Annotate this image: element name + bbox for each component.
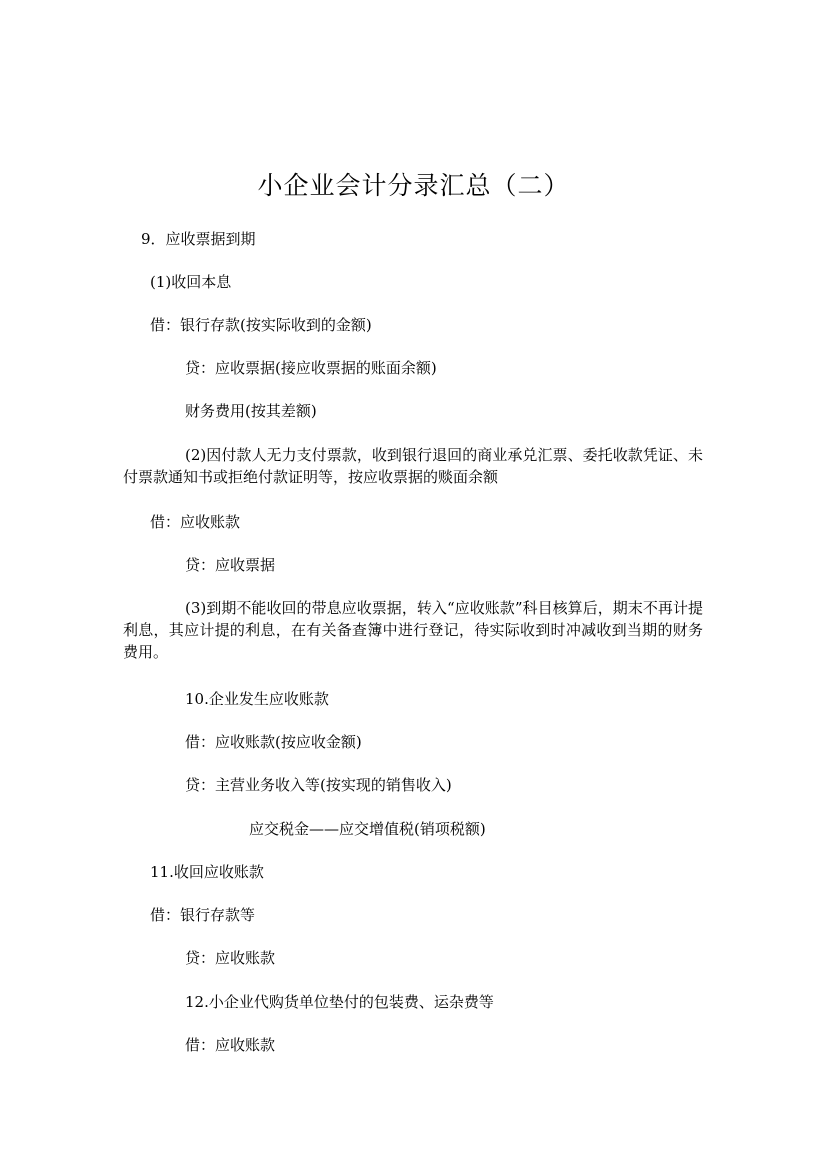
subsection-2-paragraph: (2)因付款人无力支付票款，收到银行退回的商业承兑汇票、委托收款凭证、未付票款通知书或拒绝付款证明等，按应收票据的赕面余额 [123, 446, 703, 486]
debit-entry: 借：银行存款(按实际收到的金额) [150, 316, 372, 334]
credit-entry: 贷：应收账款 [185, 949, 276, 967]
subsection-1-heading: (1)收回本息 [150, 273, 232, 291]
debit-entry: 借：应收账款 [185, 1036, 276, 1054]
document-title: 小企业会计分录汇总（二） [257, 171, 570, 200]
credit-entry-continued: 应交税金——应交增值税(销项税额) [249, 820, 486, 838]
subsection-3-paragraph: (3)到期不能收回的带息应收票据，转入“应收账款”科目核算后，期末不再计提利息，其应计提的利息，在有关备查簿中进行登记，待实际收到时冲减收到当期的财务费用。 [123, 599, 703, 661]
credit-entry-continued: 财务费用(按其差额) [185, 402, 317, 420]
debit-entry: 借：应收账款 [150, 513, 241, 531]
credit-entry: 贷：应收票据(接应收票据的账面余额) [185, 359, 437, 377]
debit-entry: 借：银行存款等 [150, 906, 256, 924]
credit-entry: 贷：主营业务收入等(按实现的销售收入) [185, 776, 452, 794]
section-11-heading: 11.收回应收账款 [150, 863, 264, 881]
section-12-heading: 12.小企业代购货单位垫付的包装费、运杂费等 [185, 993, 494, 1011]
section-9-heading: 9．应收票据到期 [141, 230, 256, 248]
credit-entry: 贷：应收票据 [185, 556, 276, 574]
debit-entry: 借：应收账款(按应收金额) [185, 733, 362, 751]
section-10-heading: 10.企业发生应收账款 [185, 690, 329, 708]
